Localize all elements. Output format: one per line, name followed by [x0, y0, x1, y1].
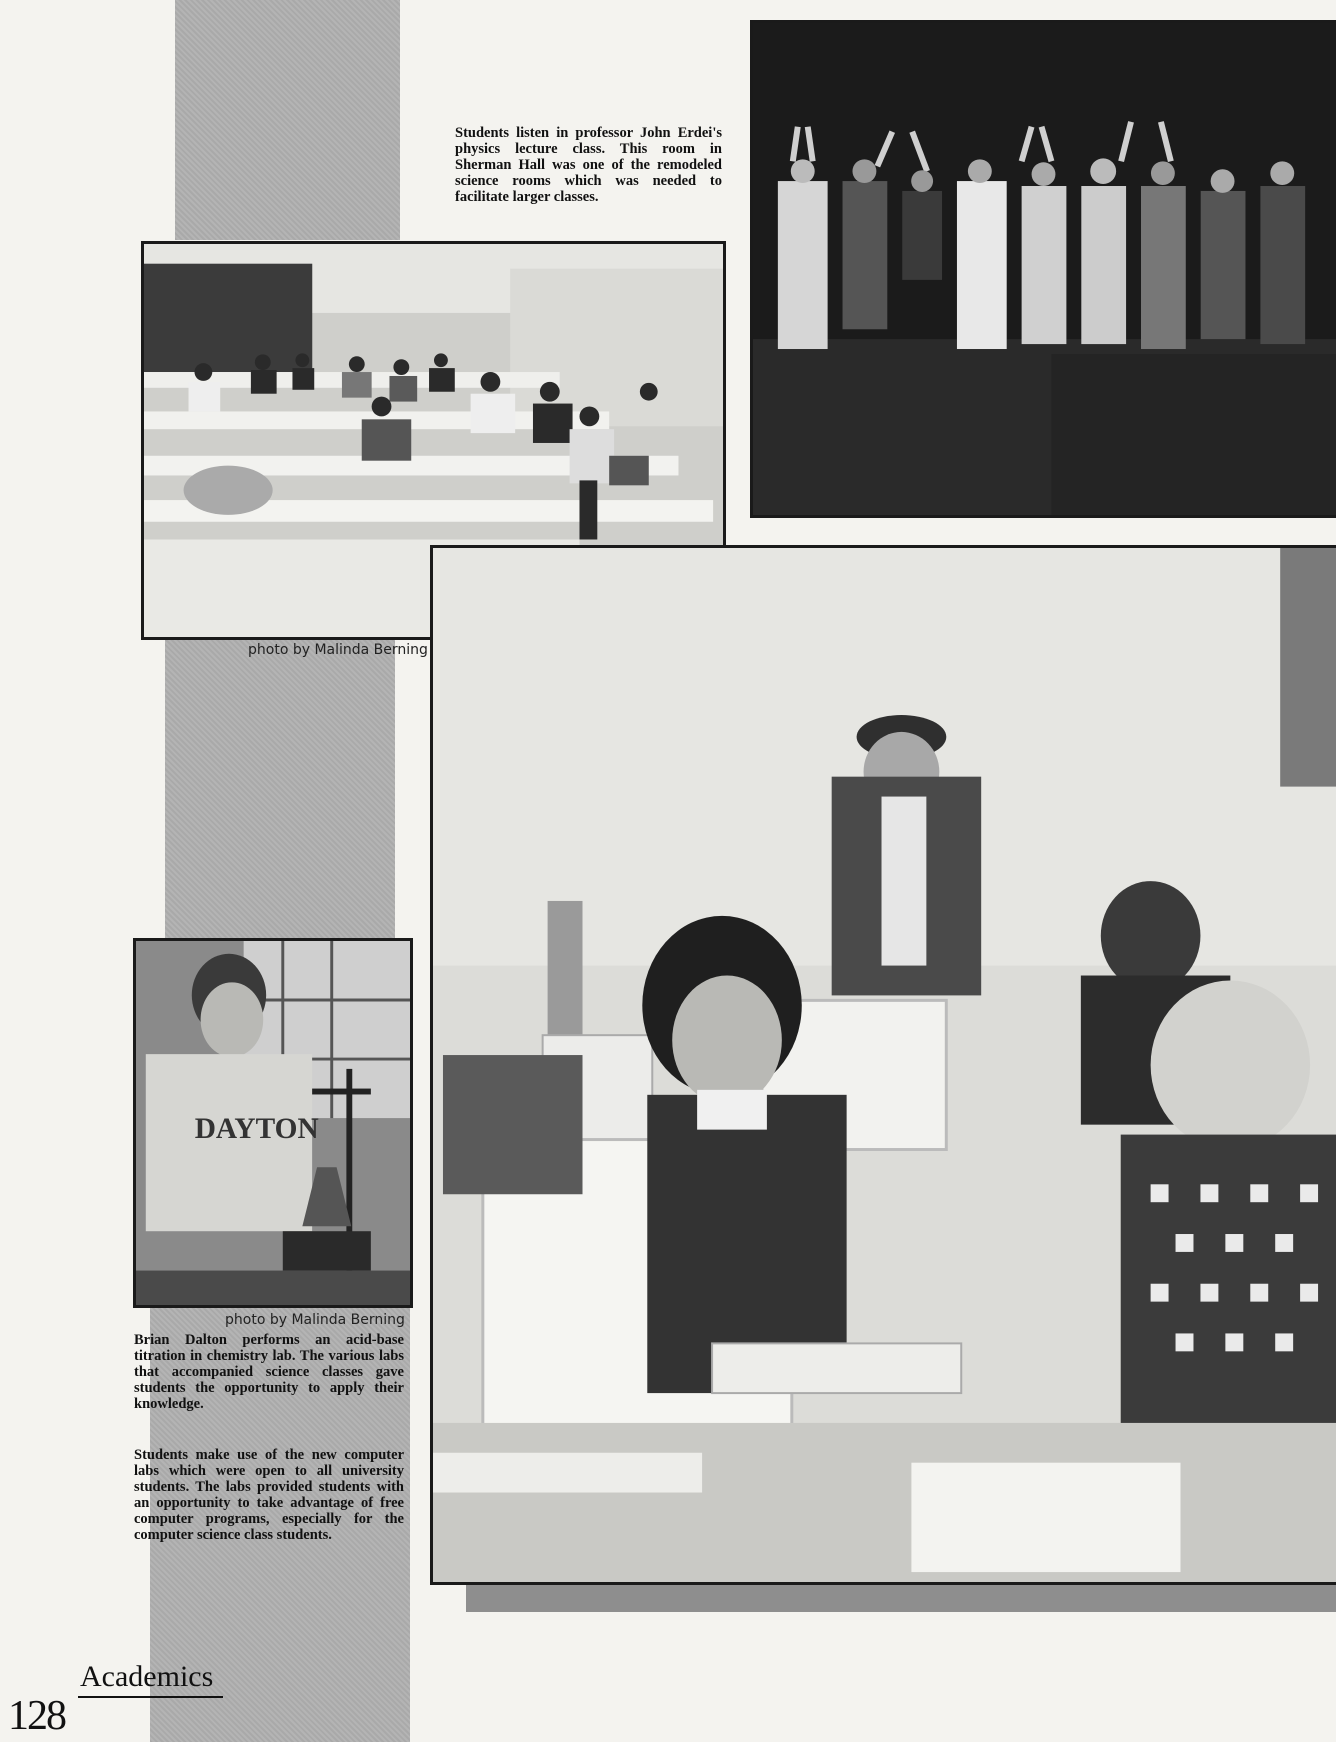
svg-text:DAYTON: DAYTON — [194, 1112, 319, 1145]
stage-curtain-call-photo — [750, 20, 1336, 518]
caption-computer-lab: Students make use of the new computer labs which were open to all university students. The labs provided students with an opportunity to take advantage of free computer programs, especially for the computer science class students. — [134, 1447, 404, 1543]
caption-chemistry-lab: Brian Dalton performs an acid-base titration in chemistry lab. The various labs that accompanied science classes gave students the opportunity to apply their knowledge. — [134, 1332, 404, 1412]
photo-credit-chemistry: photo by Malinda Berning — [225, 1312, 405, 1328]
tint-band-bottom-strip — [466, 1582, 1336, 1612]
tint-band-upper — [175, 0, 400, 240]
page-number: 128 — [8, 1693, 65, 1739]
caption-lecture-class: Students listen in professor John Erdei's physics lecture class. This room in Sherman Hall was one of the remodeled science rooms which was needed to facilitate larger classes. — [455, 125, 722, 205]
photo-credit-lecture: photo by Malinda Berning — [248, 642, 428, 658]
chemistry-lab-photo — [133, 938, 413, 1308]
computer-lab-photo — [430, 545, 1336, 1585]
tint-band-middle — [165, 640, 395, 940]
section-label: Academics — [78, 1660, 223, 1698]
